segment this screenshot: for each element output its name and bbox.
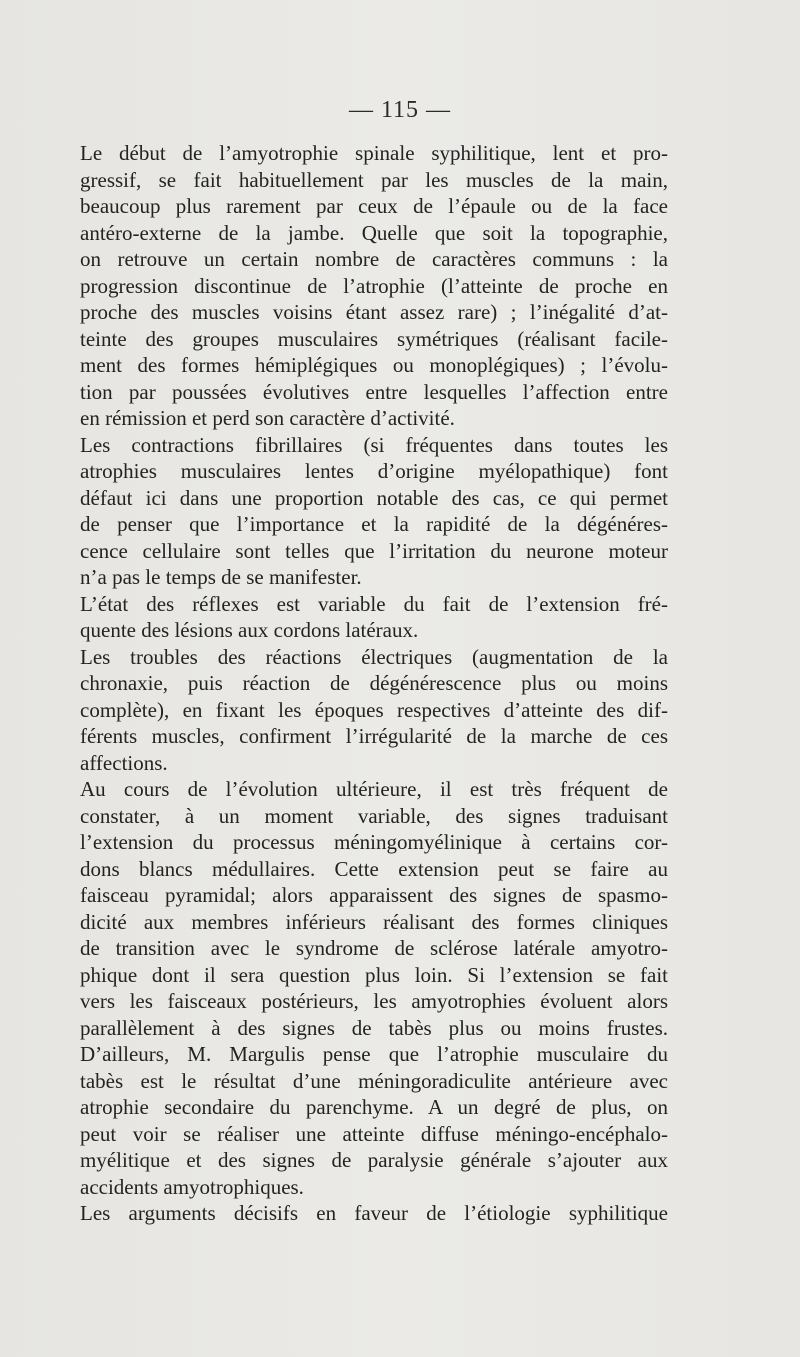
text-line: dicité aux membres inférieurs réalisant des formes cliniques: [80, 909, 668, 934]
text-line: Au cours de l’évolution ultérieure, il est très fréquent de: [80, 777, 668, 801]
paragraph-3: [80, 591, 668, 644]
text-line: complète), en fixant les époques respectives d’atteinte des dif-: [80, 697, 668, 722]
text-line: teinte des groupes musculaires symétriques (réalisant facile-: [80, 326, 668, 351]
text-line: accidents amyotrophiques.: [80, 1174, 304, 1199]
text-line: L’état des réflexes est variable du fait de l’extension fré-: [80, 591, 668, 616]
text-line: ment des formes hémiplégiques ou monoplégiques) ; l’évolu-: [80, 353, 668, 377]
text-line: tabès est le résultat d’une méningoradiculite antérieure avec: [80, 1068, 668, 1093]
text-line: de transition avec le syndrome de sclérose latérale amyotro-: [80, 936, 668, 960]
text-line: chronaxie, puis réaction de dégénérescence plus ou moins: [80, 671, 668, 695]
text-line: de penser que l’importance et la rapidité de la dégénéres-: [80, 512, 668, 536]
text-line: Les contractions fibrillaires (si fréquentes dans toutes les: [80, 432, 668, 457]
text-line: Le début de l’amyotrophie spinale syphilitique, lent et pro-: [80, 141, 668, 165]
text-line: férents muscles, confirment l’irrégularité de la marche de ces: [80, 724, 668, 748]
paragraph-4: [80, 644, 668, 777]
text-line: n’a pas le temps de se manifester.: [80, 565, 362, 589]
text-line: D’ailleurs, M. Margulis pense que l’atrophie musculaire du: [80, 1042, 668, 1066]
text-line: gressif, se fait habituellement par les muscles de la main,: [80, 167, 668, 192]
text-line: myélitique et des signes de paralysie générale s’ajouter aux: [80, 1148, 668, 1172]
text-line: vers les faisceaux postérieurs, les amyotrophies évoluent alors: [80, 989, 668, 1013]
text-line: affections.: [80, 750, 168, 775]
text-line: parallèlement à des signes de tabès plus ou moins frustes.: [80, 1015, 668, 1040]
paragraph-6: [80, 1200, 668, 1227]
text-line: Les troubles des réactions électriques (augmentation de la: [80, 644, 668, 669]
text-line: dons blancs médullaires. Cette extension peut se faire au: [80, 856, 668, 881]
text-line: atrophie secondaire du parenchyme. A un degré de plus, on: [80, 1095, 668, 1119]
text-body: [80, 140, 668, 1227]
paragraph-2: [80, 432, 668, 591]
text-line: constater, à un moment variable, des signes traduisant: [80, 803, 668, 828]
text-line: quente des lésions aux cordons latéraux.: [80, 618, 419, 642]
text-line: tion par poussées évolutives entre lesquelles l’affection entre: [80, 379, 668, 404]
page-number: — 115 —: [348, 97, 452, 123]
text-line: on retrouve un certain nombre de caractères communs : la: [80, 247, 668, 271]
text-line: en rémission et perd son caractère d’activité.: [80, 406, 455, 430]
text-line: beaucoup plus rarement par ceux de l’épaule ou de la face: [80, 194, 668, 218]
text-line: atrophies musculaires lentes d’origine myélopathique) font: [80, 459, 668, 483]
text-line: Les arguments décisifs en faveur de l’étiologie syphilitique: [80, 1201, 668, 1225]
text-line: peut voir se réaliser une atteinte diffuse méningo-encéphalo-: [80, 1121, 668, 1146]
paragraph-1: [80, 140, 668, 432]
text-line: faisceau pyramidal; alors apparaissent des signes de spasmo-: [80, 883, 668, 907]
text-line: cence cellulaire sont telles que l’irritation du neurone moteur: [80, 538, 668, 563]
text-line: antéro-externe de la jambe. Quelle que soit la topographie,: [80, 220, 668, 245]
paragraph-5: [80, 776, 668, 1200]
text-line: progression discontinue de l’atrophie (l’atteinte de proche en: [80, 273, 668, 298]
text-line: l’extension du processus méningomyélinique à certains cor-: [80, 830, 668, 854]
text-line: défaut ici dans une proportion notable des cas, ce qui permet: [80, 485, 668, 510]
text-line: phique dont il sera question plus loin. Si l’extension se fait: [80, 962, 668, 987]
text-line: proche des muscles voisins étant assez rare) ; l’inégalité d’at-: [80, 300, 668, 324]
